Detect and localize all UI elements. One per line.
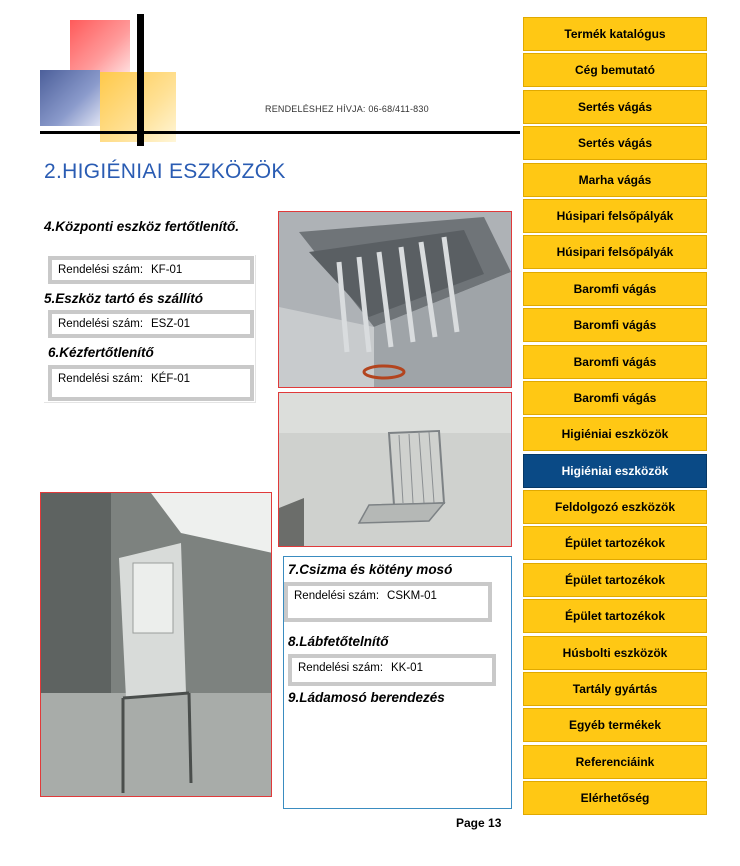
page-number: Page 13 (456, 816, 502, 830)
product-photo-hand-disinfector (40, 492, 272, 797)
order-box-8 (288, 654, 496, 686)
order-label: Rendelési szám: (298, 662, 384, 674)
nav-item-overhead-rails-2[interactable]: Húsipari felsőpályák (523, 235, 707, 269)
nav-item-building-accessories-1[interactable]: Épület tartozékok (523, 526, 707, 560)
order-number: CSKM-01 (387, 590, 437, 602)
order-box-5 (48, 310, 254, 338)
nav-item-pork-slaughter-1[interactable]: Sertés vágás (523, 90, 707, 124)
nav-item-other-products[interactable]: Egyéb termékek (523, 708, 707, 742)
company-logo (40, 14, 180, 144)
nav-item-pork-slaughter-2[interactable]: Sertés vágás (523, 126, 707, 160)
nav-item-contact[interactable]: Elérhetőség (523, 781, 707, 815)
order-number: KK-01 (391, 662, 423, 674)
nav-item-overhead-rails-1[interactable]: Húsipari felsőpályák (523, 199, 707, 233)
order-number: ESZ-01 (151, 318, 191, 330)
nav-item-butcher-shop-tools[interactable]: Húsbolti eszközök (523, 636, 707, 670)
nav-item-poultry-1[interactable]: Baromfi vágás (523, 272, 707, 306)
product-photo-holder (278, 392, 512, 547)
product-title-7: 7.Csizma és kötény mosó (288, 562, 453, 577)
nav-item-references[interactable]: Referenciáink (523, 745, 707, 779)
product-title-9: 9.Ládamosó berendezés (288, 690, 445, 705)
order-label: Rendelési szám: (58, 318, 144, 330)
order-box-4 (48, 256, 254, 284)
order-label: Rendelési szám: (58, 264, 144, 276)
header-divider (40, 131, 520, 134)
nav-item-building-accessories-2[interactable]: Épület tartozékok (523, 563, 707, 597)
order-number: KÉF-01 (151, 373, 191, 385)
order-label: Rendelési szám: (294, 590, 380, 602)
order-number: KF-01 (151, 264, 183, 276)
logo-red-square (70, 20, 130, 74)
product-title-8: 8.Lábfetőtelnítő (288, 634, 389, 649)
nav-item-poultry-4[interactable]: Baromfi vágás (523, 381, 707, 415)
nav-item-beef-slaughter[interactable]: Marha vágás (523, 163, 707, 197)
nav-item-company-intro[interactable]: Cég bemutató (523, 53, 707, 87)
logo-vertical-bar (137, 14, 144, 146)
product-title-4: 4.Központi eszköz fertőtlenítő. (44, 219, 240, 234)
nav-item-processing-tools[interactable]: Feldolgozó eszközök (523, 490, 707, 524)
nav-item-product-catalog[interactable]: Termék katalógus (523, 17, 707, 51)
nav-item-hygiene-1[interactable]: Higiéniai eszközök (523, 417, 707, 451)
nav-item-building-accessories-3[interactable]: Épület tartozékok (523, 599, 707, 633)
nav-item-hygiene-2-active[interactable]: Higiéniai eszközök (523, 454, 707, 488)
order-box-7 (284, 582, 492, 622)
main-navigation (523, 17, 707, 818)
hand-disinfector-icon (41, 493, 272, 797)
nav-item-tank-manufacturing[interactable]: Tartály gyártás (523, 672, 707, 706)
order-box-6 (48, 365, 254, 401)
logo-blue-square (40, 70, 100, 126)
disinfector-tank-icon (279, 212, 512, 388)
product-title-5: 5.Eszköz tartó és szállító (44, 291, 204, 306)
nav-item-poultry-2[interactable]: Baromfi vágás (523, 308, 707, 342)
order-label: Rendelési szám: (58, 373, 144, 385)
nav-item-poultry-3[interactable]: Baromfi vágás (523, 345, 707, 379)
product-title-6: 6.Kézfertőtlenítő (48, 345, 154, 360)
page-title: 2.HIGIÉNIAI ESZKÖZÖK (44, 160, 286, 183)
product-photo-disinfector (278, 211, 512, 388)
holder-rack-icon (279, 393, 512, 547)
order-phone: RENDELÉSHEZ HÍVJA: 06-68/411-830 (265, 104, 429, 114)
